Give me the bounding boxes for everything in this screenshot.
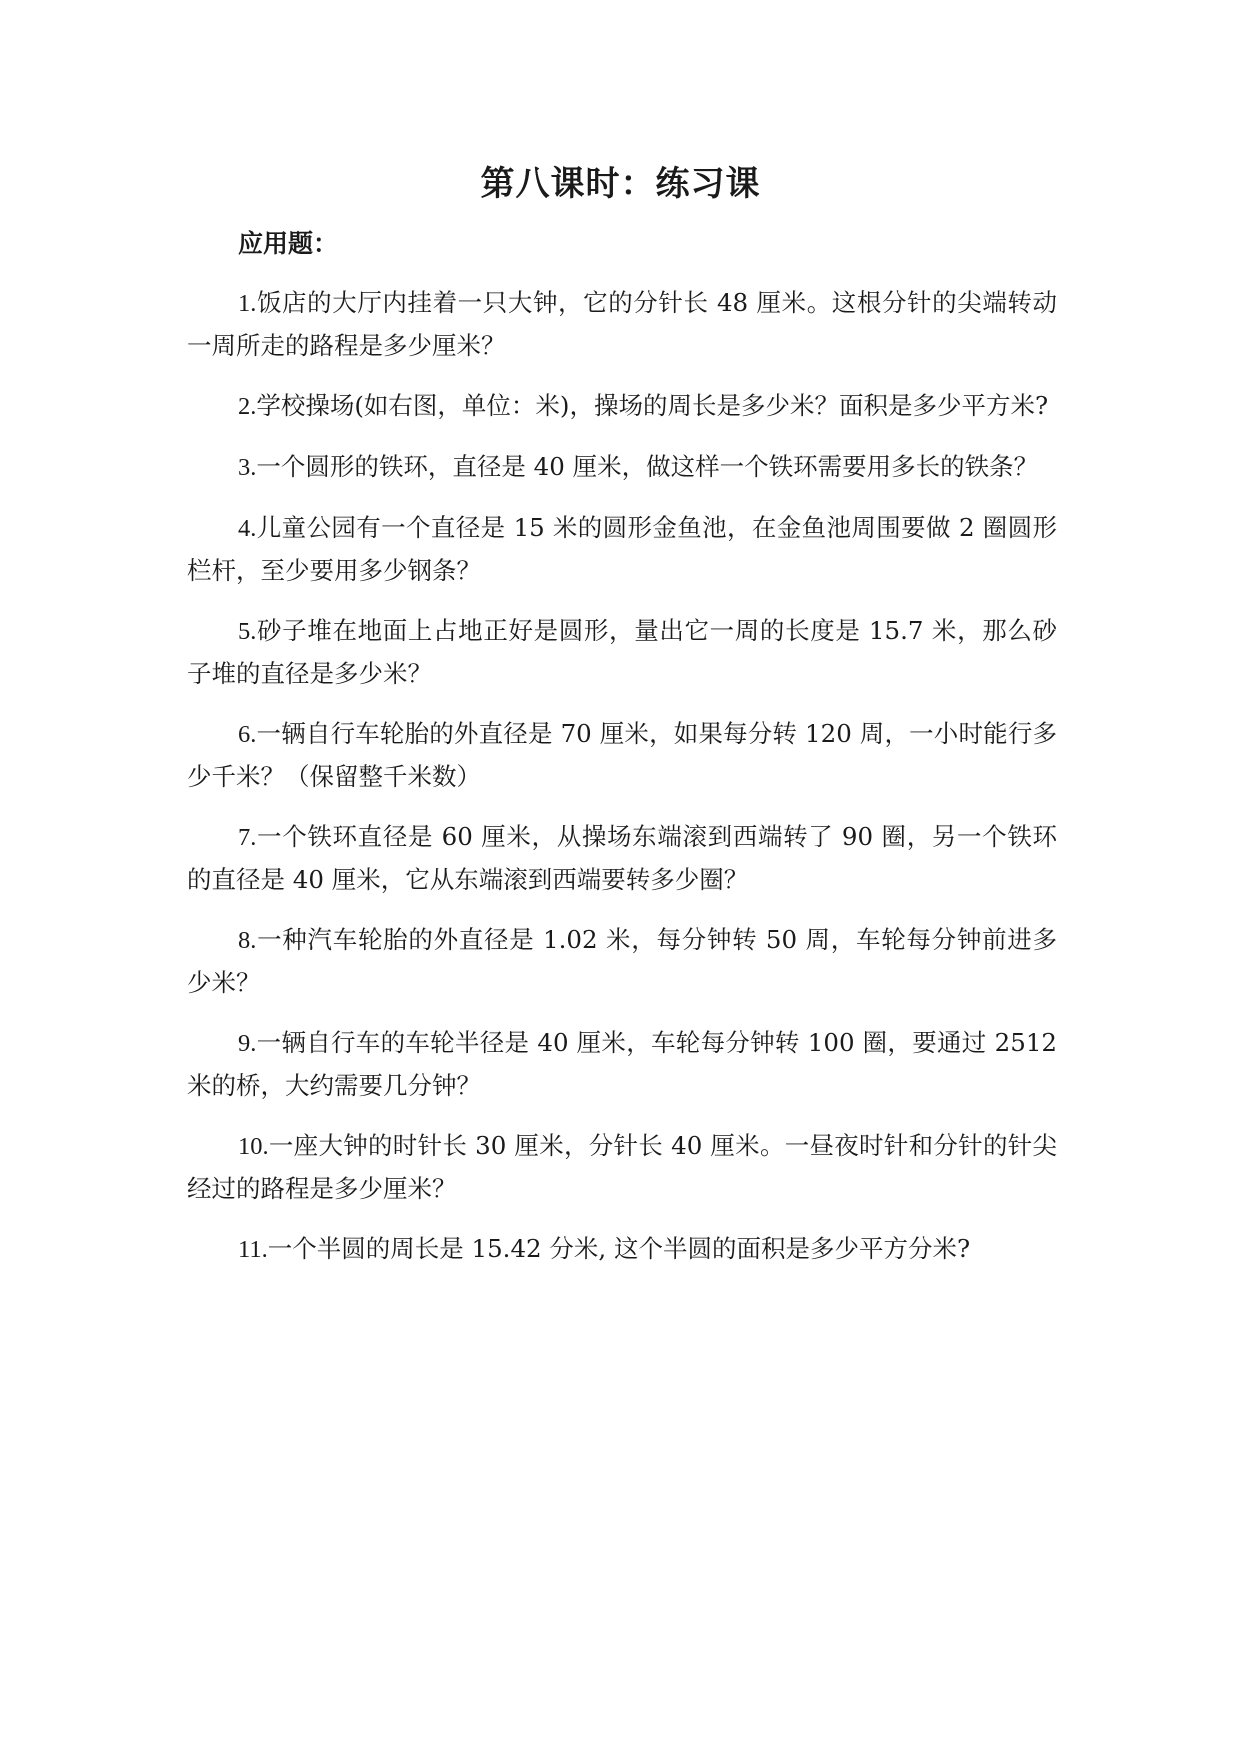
question-number: 2. (238, 393, 257, 420)
question-number: 6. (238, 721, 257, 748)
question-text: 砂子堆在地面上占地正好是圆形，量出它一周的长度是 15.7 米，那么砂子堆的直径是多少米？ (187, 616, 1057, 688)
question-number: 7. (238, 824, 257, 851)
question-text: 一座大钟的时针长 30 厘米，分针长 40 厘米。一昼夜时针和分针的针尖经过的路程是多少厘米？ (187, 1131, 1057, 1203)
question-item (187, 385, 1057, 428)
question-list (187, 282, 1057, 1289)
question-item (187, 446, 1057, 489)
question-text: 饭店的大厅内挂着一只大钟，它的分针长 48 厘米。这根分针的尖端转动一周所走的路程是多少厘米？ (187, 288, 1057, 360)
question-item (187, 1228, 1057, 1271)
question-number: 1. (238, 290, 257, 317)
question-number: 4. (238, 515, 257, 542)
question-item (187, 610, 1057, 695)
question-number: 5. (238, 618, 257, 645)
question-item (187, 507, 1057, 592)
section-heading: 应用题： (238, 229, 339, 258)
question-text: 一辆自行车的车轮半径是 40 厘米，车轮每分钟转 100 圈，要通过 2512 米的桥，大约需要几分钟？ (187, 1028, 1057, 1100)
question-text: 一个半圆的周长是 15.42 分米, 这个半圆的面积是多少平方分米? (267, 1234, 971, 1263)
page-title: 第八课时：练习课 (480, 164, 761, 204)
question-item (187, 816, 1057, 901)
question-item (187, 919, 1057, 1004)
question-number: 10. (238, 1133, 269, 1160)
question-text: 一辆自行车轮胎的外直径是 70 厘米，如果每分转 120 周，一小时能行多少千米？（保留整千米数） (187, 719, 1057, 791)
question-item (187, 1022, 1057, 1107)
question-item (187, 1125, 1057, 1210)
question-text: 学校操场(如右图，单位：米)，操场的周长是多少米？面积是多少平方米? (256, 391, 1049, 420)
question-number: 11. (238, 1236, 268, 1263)
question-item (187, 282, 1057, 367)
question-number: 8. (238, 927, 257, 954)
question-text: 儿童公园有一个直径是 15 米的圆形金鱼池，在金鱼池周围要做 2 圈圆形栏杆，至少要用多少钢条？ (187, 513, 1057, 585)
question-item (187, 713, 1057, 798)
question-text: 一个圆形的铁环，直径是 40 厘米，做这样一个铁环需要用多长的铁条？ (256, 452, 1039, 481)
question-number: 3. (238, 454, 257, 481)
question-text: 一个铁环直径是 60 厘米，从操场东端滚到西端转了 90 圈，另一个铁环的直径是 40 厘米，它从东端滚到西端要转多少圈？ (187, 822, 1057, 894)
question-text: 一种汽车轮胎的外直径是 1.02 米，每分钟转 50 周，车轮每分钟前进多少米？ (187, 925, 1057, 997)
question-number: 9. (238, 1030, 257, 1057)
